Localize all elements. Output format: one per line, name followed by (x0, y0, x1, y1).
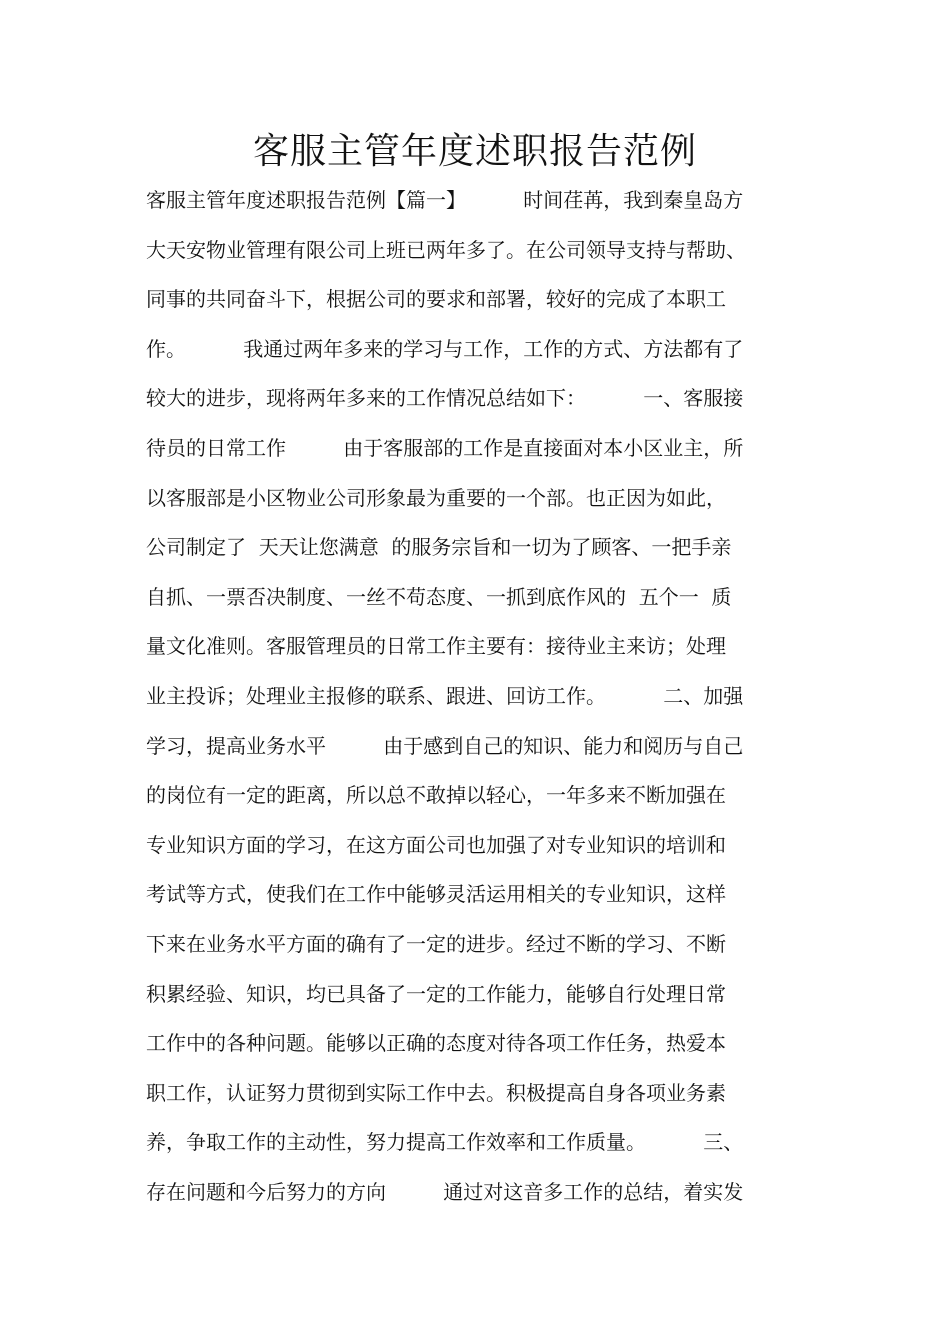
text-line: 积累经验、知识，均已具备了一定的工作能力，能够自行处理日常 (146, 981, 726, 1006)
text-line: 待员的日常工作 由于客服部的工作是直接面对本小区业主，所 (146, 435, 744, 460)
text-line: 自抓、一票否决制度、一丝不苟态度、一抓到底作风的 五个一 质 (146, 584, 732, 609)
page-title: 客服主管年度述职报告范例 (252, 131, 697, 172)
text-line: 大天安物业管理有限公司上班已两年多了。在公司领导支持与帮助、 (146, 237, 746, 262)
text-line: 同事的共同奋斗下，根据公司的要求和部署，较好的完成了本职工 (146, 287, 726, 312)
text-line: 公司制定了 天天让您满意 的服务宗旨和一切为了顾客、一把手亲 (146, 535, 732, 560)
text-line: 业主投诉；处理业主报修的联系、跟进、回访工作。 二、加强 (146, 683, 744, 708)
text-line: 的岗位有一定的距离，所以总不敢掉以轻心，一年多来不断加强在 (146, 783, 726, 808)
text-line: 量文化准则。客服管理员的日常工作主要有：接待业主来访；处理 (146, 634, 726, 659)
text-line: 考试等方式，使我们在工作中能够灵活运用相关的专业知识，这样 (146, 882, 726, 907)
text-line: 较大的进步，现将两年多来的工作情况总结如下： 一、客服接 (146, 386, 744, 411)
text-line: 职工作，认证努力贯彻到实际工作中去。积极提高自身各项业务素 (146, 1080, 726, 1105)
text-line: 养，争取工作的主动性，努力提高工作效率和工作质量。 三、 (146, 1130, 744, 1155)
document-body (146, 176, 836, 1217)
text-line: 工作中的各种问题。能够以正确的态度对待各项工作任务，热爱本 (146, 1031, 726, 1056)
text-line: 专业知识方面的学习，在这方面公司也加强了对专业知识的培训和 (146, 832, 726, 857)
text-line: 学习，提高业务水平 由于感到自己的知识、能力和阅历与自己 (146, 733, 744, 758)
text-line: 作。 我通过两年多来的学习与工作，工作的方式、方法都有了 (146, 336, 744, 361)
text-line: 下来在业务水平方面的确有了一定的进步。经过不断的学习、不断 (146, 931, 726, 956)
text-line: 以客服部是小区物业公司形象最为重要的一个部。也正因为如此， (146, 485, 726, 510)
text-line: 客服主管年度述职报告范例【篇一】 时间荏苒，我到秦皇岛方 (146, 188, 744, 212)
text-line: 存在问题和今后努力的方向 通过对这音多工作的总结，着实发 (146, 1179, 744, 1204)
